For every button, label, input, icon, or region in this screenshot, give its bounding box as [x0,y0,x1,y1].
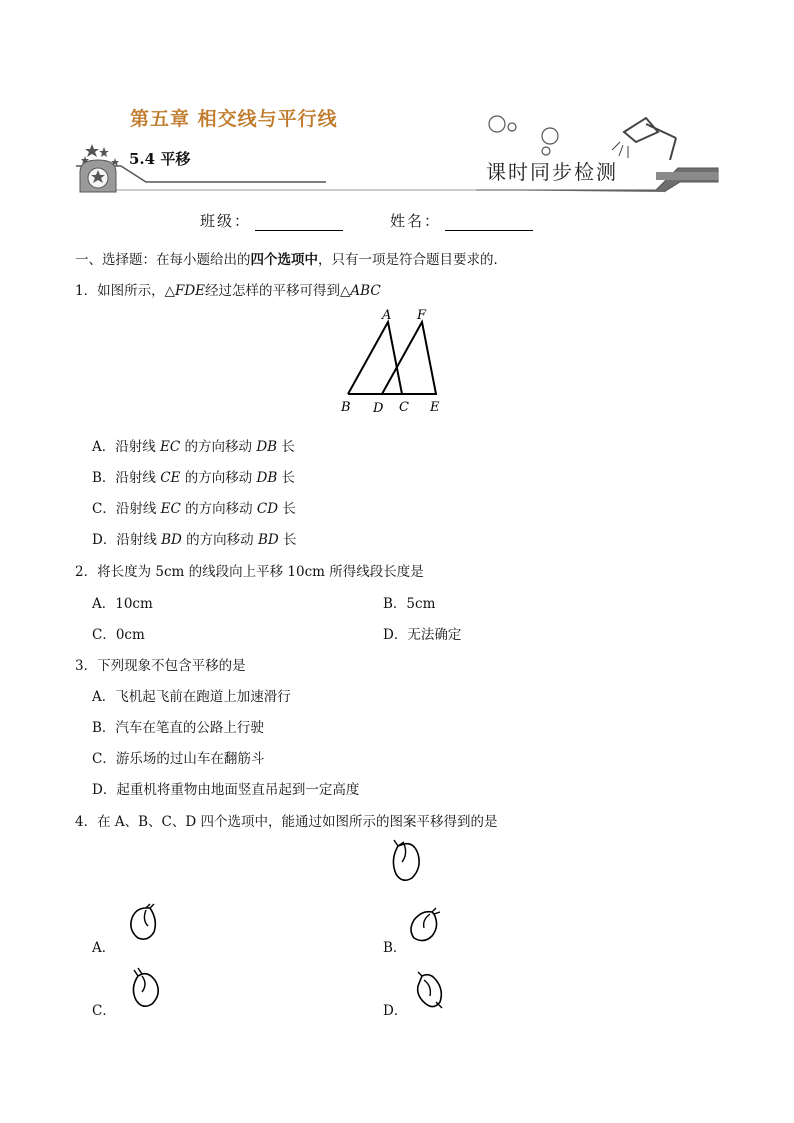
option-b[interactable]: B．5cm [383,596,436,612]
triangle-abc: ABC [350,283,381,299]
ray-label: EC [160,439,181,455]
option-letter: B． [383,940,407,956]
class-label: 班级： [200,212,252,230]
option-letter: C． [92,501,116,517]
option-b[interactable]: B．汽车在笔直的公路上行驶 [92,720,264,736]
section-heading-post: ，只有一项是符合题目要求的． [318,252,507,268]
option-text: 的方向移动 [184,439,253,455]
class-blank[interactable] [255,214,343,231]
option-letter: D． [92,532,117,548]
option-text: 的方向移动 [184,470,253,486]
option-a[interactable]: A．飞机起飞前在跑道上加速滑行 [92,689,291,705]
leaf-pattern-option-d-icon [410,968,450,1014]
option-text: 长 [282,501,296,517]
segment-label: DB [256,470,278,486]
bubble-icon [489,116,505,132]
segment-label: DB [256,439,278,455]
question-4 [75,810,498,830]
desk-lamp-icon [612,118,676,160]
label-f: F [417,308,427,323]
option-text: 长 [281,439,295,455]
option-text: 的方向移动 [185,501,253,517]
option-a[interactable] [92,435,295,455]
star-badge-icon [80,160,116,192]
option-a[interactable] [92,936,115,956]
question-2 [75,560,424,580]
leaf-pattern-original-icon [386,838,428,888]
option-text: 长 [281,470,296,486]
name-field [390,210,533,231]
question-text: 如图所示，△ [97,283,175,299]
option-b[interactable] [383,936,406,956]
section-heading-pre: 一、选择题：在每小题给出的 [75,252,251,268]
section-heading-bold: 四个选项中 [250,252,318,268]
label-c: C [399,400,409,415]
banner-subtitle: 课时同步检测 [486,160,618,184]
option-d[interactable]: D．无法确定 [383,627,462,643]
triangle-fde: FDE [174,283,206,299]
leaf-pattern-option-c-icon [126,966,166,1012]
option-d[interactable] [383,999,407,1019]
label-a: A [382,308,392,323]
option-c[interactable]: C．0cm [92,627,145,643]
label-e: E [430,400,440,415]
option-letter: A． [92,940,116,956]
class-field [200,210,343,231]
label-b: B [341,400,351,415]
name-blank[interactable] [445,214,533,231]
question-text: 在 A、B、C、D 四个选项中，能通过如图所示的图案平移得到的是 [97,814,498,830]
option-letter: A． [92,439,116,455]
chapter-title: 第五章 相交线与平行线 [130,108,338,130]
question-number: 2． [75,564,98,580]
label-d: D [373,401,384,416]
option-c[interactable] [92,497,296,517]
question-number: 1． [75,283,98,299]
option-d[interactable]: D．起重机将重物由地面竖直吊起到一定高度 [92,782,360,798]
option-text: 沿射线 [115,470,156,486]
question-number: 3． [75,658,98,674]
ray-label: BD [161,532,182,548]
option-letter: B． [92,470,116,486]
triangle-abc-shape [348,322,402,394]
bubble-icon [542,147,550,155]
segment-label: CD [256,501,279,517]
option-text: 沿射线 [115,439,156,455]
option-b[interactable] [92,466,295,486]
option-d[interactable] [92,528,297,548]
option-text: 长 [283,532,297,548]
section-heading [75,248,507,268]
option-text: 沿射线 [115,501,157,517]
ray-label: CE [160,470,181,486]
question-text: 经过怎样的平移可得到△ [205,283,351,299]
leaf-pattern-option-b-icon [404,906,444,948]
triangle-translation-figure [336,304,456,416]
section-title: 5.4 平移 [129,150,191,168]
question-text: 将长度为 5cm 的线段向上平移 10cm 所得线段长度是 [97,564,424,580]
leaf-pattern-option-a-icon [124,902,164,946]
segment-label: BD [257,532,279,548]
question-1 [75,279,381,299]
question-3 [75,654,246,674]
option-c[interactable]: C．游乐场的过山车在翻筋斗 [92,751,265,767]
option-letter: C． [92,1003,116,1019]
question-number: 4． [75,814,98,830]
option-c[interactable] [92,999,116,1019]
option-letter: D． [383,1003,408,1019]
ray-label: EC [160,501,181,517]
bubble-icon [508,123,516,131]
bubble-icon [542,128,558,144]
question-text: 下列现象不包含平移的是 [97,658,246,674]
option-text: 沿射线 [116,532,157,548]
option-text: 的方向移动 [186,532,254,548]
name-label: 姓名： [390,212,442,230]
option-a[interactable]: A．10cm [92,596,153,612]
